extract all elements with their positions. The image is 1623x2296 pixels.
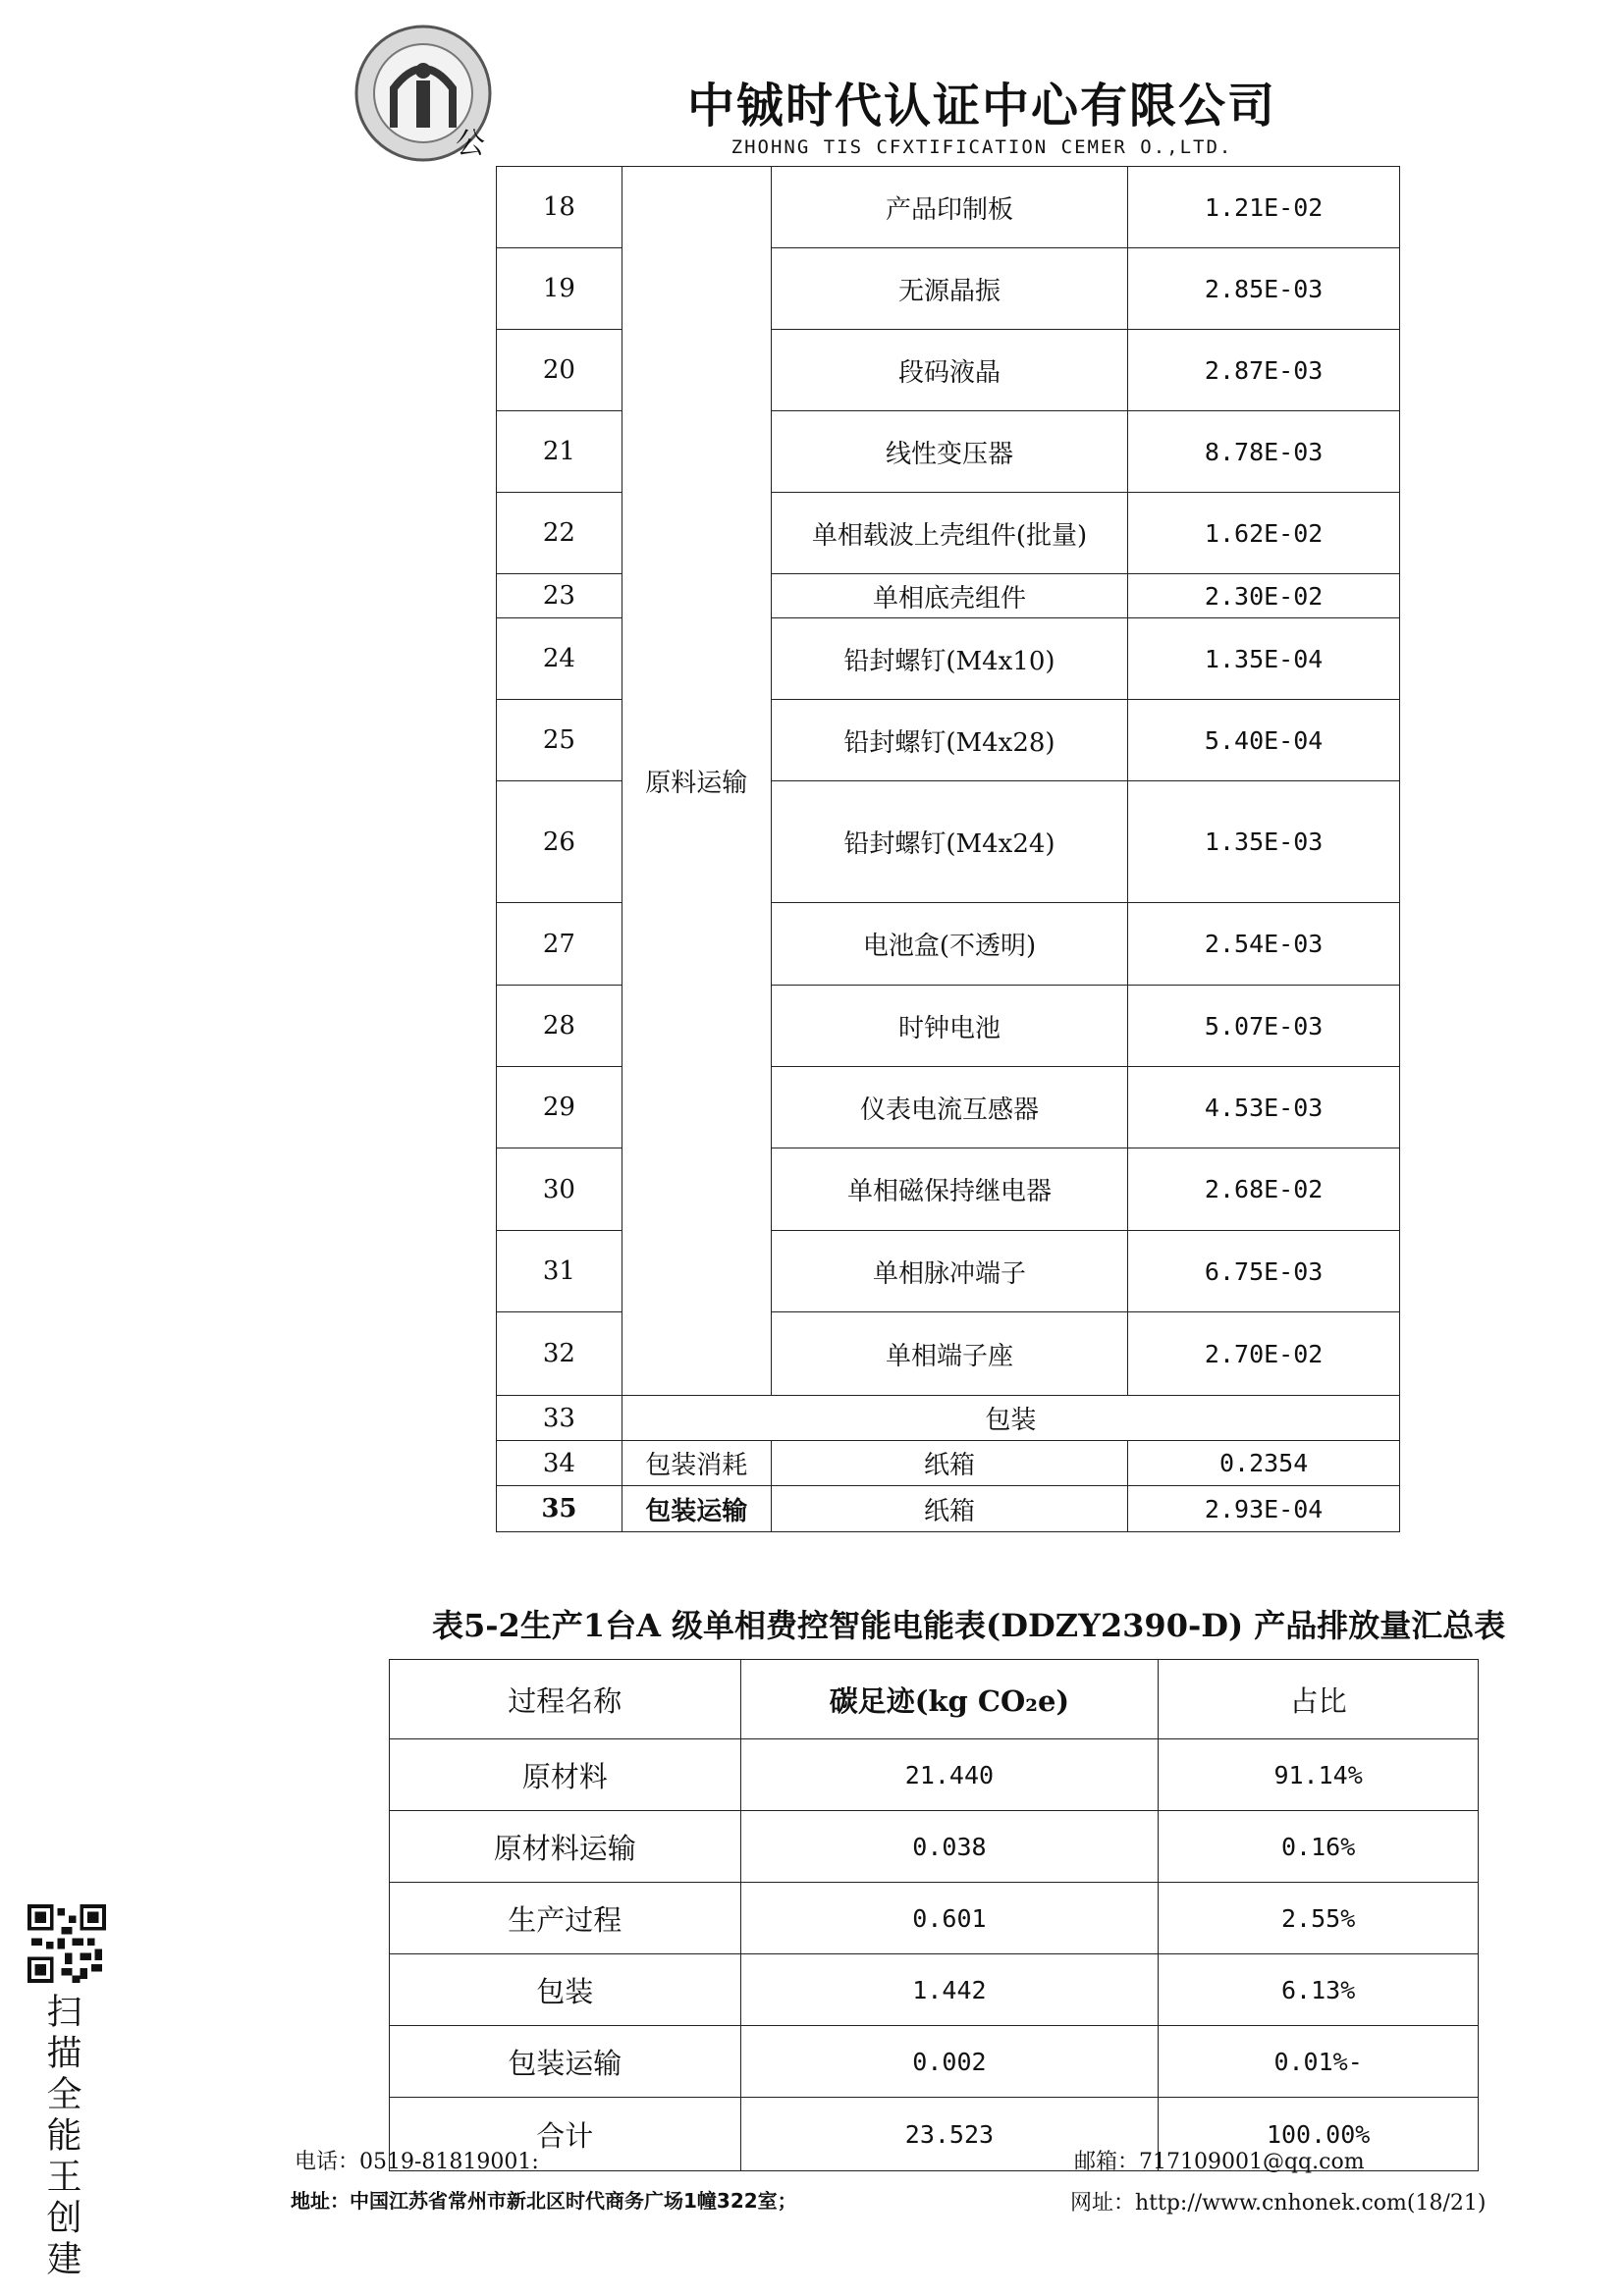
row-number: 34 (497, 1441, 622, 1486)
footprint-value: 21.440 (740, 1739, 1159, 1811)
footer-email: 邮箱：717109001@qq.com (1074, 2150, 1365, 2174)
table-row (497, 167, 1400, 248)
table-row (390, 1954, 1479, 2026)
item-value: 2.87E-03 (1128, 330, 1400, 411)
item-name: 单相端子座 (771, 1312, 1128, 1396)
row-number: 24 (497, 618, 622, 700)
row-number: 26 (497, 781, 622, 903)
item-value: 2.68E-02 (1128, 1148, 1400, 1231)
table-row (497, 1441, 1400, 1486)
row-number: 31 (497, 1231, 622, 1312)
item-value: 1.35E-03 (1128, 781, 1400, 903)
item-name: 纸箱 (771, 1441, 1128, 1486)
item-value: 2.30E-02 (1128, 574, 1400, 618)
column-header: 碳足迹(kg CO₂e) (740, 1660, 1159, 1739)
table-row (390, 2026, 1479, 2098)
item-name: 无源晶振 (771, 248, 1128, 330)
table-row (497, 1486, 1400, 1532)
item-value: 2.54E-03 (1128, 903, 1400, 986)
row-number: 30 (497, 1148, 622, 1231)
row-number: 19 (497, 248, 622, 330)
header-row (390, 1660, 1479, 1739)
item-value: 4.53E-03 (1128, 1067, 1400, 1148)
item-name: 单相脉冲端子 (771, 1231, 1128, 1312)
row-number: 23 (497, 574, 622, 618)
row-number: 29 (497, 1067, 622, 1148)
percentage: 0.01%- (1159, 2026, 1479, 2098)
scanner-watermark: 扫描全能王创建 (41, 1993, 81, 2281)
footprint-value: 23.523 (740, 2098, 1159, 2171)
row-number: 28 (497, 986, 622, 1067)
item-name: 电池盒(不透明) (771, 903, 1128, 986)
row-number: 20 (497, 330, 622, 411)
category-cell: 包装运输 (622, 1486, 771, 1532)
item-name: 纸箱 (771, 1486, 1128, 1532)
row-number: 21 (497, 411, 622, 493)
table-row (390, 1739, 1479, 1811)
row-number: 18 (497, 167, 622, 248)
item-name: 线性变压器 (771, 411, 1128, 493)
footer-phone: 电话：0519-81819001: (295, 2150, 539, 2174)
item-name: 单相底壳组件 (771, 574, 1128, 618)
row-number: 27 (497, 903, 622, 986)
item-name: 铅封螺钉(M4x10) (771, 618, 1128, 700)
percentage: 2.55% (1159, 1883, 1479, 1954)
item-value: 1.35E-04 (1128, 618, 1400, 700)
process-name: 包装运输 (390, 2026, 741, 2098)
summary-table-title: 表5-2生产1台A 级单相费控智能电能表(DDZY2390-D) 产品排放量汇总表 (432, 1607, 1506, 1644)
row-number: 32 (497, 1312, 622, 1396)
item-value: 0.2354 (1128, 1441, 1400, 1486)
item-value: 1.62E-02 (1128, 493, 1400, 574)
footprint-value: 0.038 (740, 1811, 1159, 1883)
item-value: 5.40E-04 (1128, 700, 1400, 781)
process-name: 包装 (390, 1954, 741, 2026)
column-header: 占比 (1159, 1660, 1479, 1739)
footprint-value: 0.601 (740, 1883, 1159, 1954)
process-name: 生产过程 (390, 1883, 741, 1954)
process-name: 合计 (390, 2098, 741, 2171)
item-name: 仪表电流互感器 (771, 1067, 1128, 1148)
item-name: 产品印制板 (771, 167, 1128, 248)
footer-address: 地址：中国江苏省常州市新北区时代商务广场1幢322室； (291, 2189, 797, 2213)
item-value: 2.85E-03 (1128, 248, 1400, 330)
item-value: 8.78E-03 (1128, 411, 1400, 493)
percentage: 6.13% (1159, 1954, 1479, 2026)
process-name: 原材料运输 (390, 1811, 741, 1883)
summary-table (389, 1659, 1479, 2174)
table-row (390, 1883, 1479, 1954)
row-number: 35 (497, 1486, 622, 1532)
item-value: 1.21E-02 (1128, 167, 1400, 248)
company-name-en: ZHOHNG TIS CFXTIFICATION CEMER O.,LTD. (730, 136, 1233, 158)
table-row (497, 1396, 1400, 1441)
row-number: 25 (497, 700, 622, 781)
item-name: 单相磁保持继电器 (771, 1148, 1128, 1231)
item-value: 6.75E-03 (1128, 1231, 1400, 1312)
percentage: 91.14% (1159, 1739, 1479, 1811)
percentage: 0.16% (1159, 1811, 1479, 1883)
transport-table (496, 166, 1400, 1532)
row-number: 22 (497, 493, 622, 574)
item-value: 2.93E-04 (1128, 1486, 1400, 1532)
item-name: 时钟电池 (771, 986, 1128, 1067)
category-cell: 原料运输 (622, 167, 771, 1396)
footprint-value: 1.442 (740, 1954, 1159, 2026)
category-cell: 包装消耗 (622, 1441, 771, 1486)
footprint-value: 0.002 (740, 2026, 1159, 2098)
item-value: 5.07E-03 (1128, 986, 1400, 1067)
item-name: 铅封螺钉(M4x24) (771, 781, 1128, 903)
item-value: 2.70E-02 (1128, 1312, 1400, 1396)
footer-website: 网址：http://www.cnhonek.com(18/21) (1070, 2191, 1487, 2216)
item-name: 铅封螺钉(M4x28) (771, 700, 1128, 781)
column-header: 过程名称 (390, 1660, 741, 1739)
process-name: 原材料 (390, 1739, 741, 1811)
qr-code-icon (27, 1904, 106, 1983)
item-name: 单相载波上壳组件(批量) (771, 493, 1128, 574)
item-name: 段码液晶 (771, 330, 1128, 411)
row-number: 33 (497, 1396, 622, 1441)
logo-char: 公 (456, 127, 485, 161)
table-row (390, 1811, 1479, 1883)
percentage: 100.00% (1159, 2098, 1479, 2171)
company-name-cn: 中铖时代认证中心有限公司 (686, 79, 1276, 133)
section-label: 包装 (622, 1396, 1399, 1441)
